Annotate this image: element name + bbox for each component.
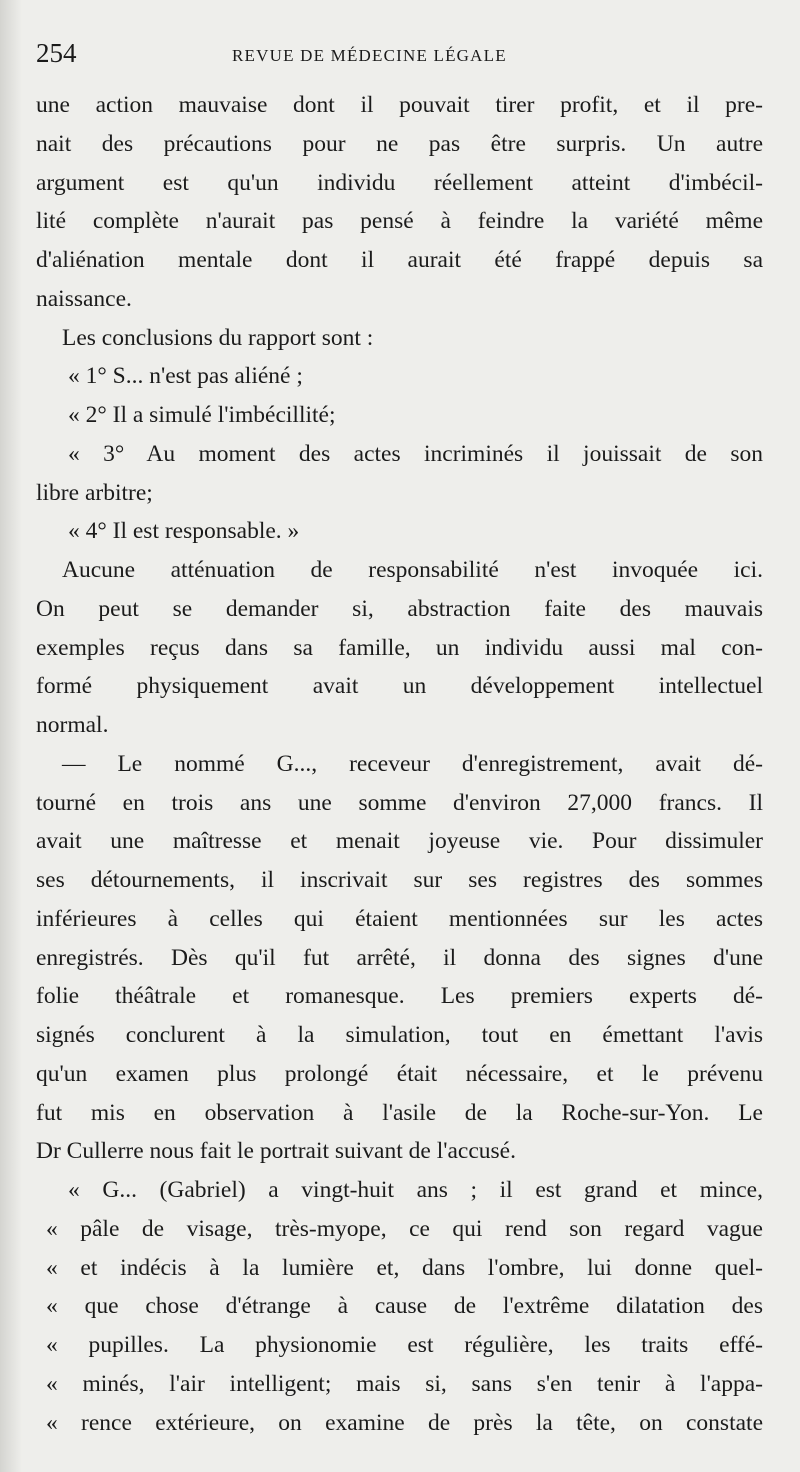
text-line: On peut se demander si, abstraction faite des mauvais: [36, 595, 763, 622]
text-line: libre arbitre;: [36, 479, 153, 506]
text-line: enregistrés. Dès qu'il fut arrêté, il donna des signes d'une: [36, 944, 763, 971]
text-line: d'aliénation mentale dont il aurait été frappé depuis sa: [36, 247, 763, 273]
text-line: « 4° Il est responsable. »: [68, 518, 300, 545]
text-line: qu'un examen plus prolongé était nécessaire, et le prévenu: [36, 1060, 763, 1087]
text-line: folie théâtrale et romanesque. Les premiers experts dé-: [36, 983, 763, 1010]
text-line: naissance.: [36, 285, 132, 312]
text-line: Les conclusions du rapport sont :: [62, 324, 374, 351]
text-line: « 2° Il a simulé l'imbécillité;: [68, 402, 336, 428]
text-line: argument est qu'un individu réellement atteint d'imbécil-: [36, 169, 763, 196]
text-line: « G... (Gabriel) a vingt-huit ans ; il est grand et mince,: [68, 1177, 763, 1203]
text-line: tourné en trois ans une somme d'environ 27,000 francs. Il: [36, 789, 763, 816]
text-line: « que chose d'étrange à cause de l'extrême dilatation des: [46, 1293, 763, 1320]
text-line: formé physiquement avait un développement intellectuel: [36, 673, 763, 700]
text-line: Dr Cullerre nous fait le portrait suivant de l'accusé.: [36, 1138, 516, 1165]
text-line: « rence extérieure, on examine de près la tête, on constate: [46, 1409, 763, 1436]
text-line: « 3° Au moment des actes incriminés il jouissait de son: [68, 440, 763, 467]
body-text: [36, 86, 763, 1442]
text-line: exemples reçus dans sa famille, un individu aussi mal con-: [36, 634, 763, 661]
text-line: lité complète n'aurait pas pensé à feindre la variété même: [36, 208, 763, 235]
text-line: « et indécis à la lumière et, dans l'ombre, lui donne quel-: [46, 1254, 763, 1281]
text-line: normal.: [36, 712, 109, 738]
text-line: « 1° S... n'est pas aliéné ;: [68, 363, 303, 390]
text-line: fut mis en observation à l'asile de la Roche-sur-Yon. Le: [36, 1099, 763, 1126]
text-line: inférieures à celles qui étaient mentionnées sur les actes: [36, 905, 763, 932]
text-line: — Le nommé G..., receveur d'enregistrement, avait dé-: [62, 750, 763, 777]
text-line: avait une maîtresse et menait joyeuse vie. Pour dissimuler: [36, 828, 763, 855]
text-line: « minés, l'air intelligent; mais si, sans s'en tenir à l'appa-: [46, 1370, 763, 1397]
text-line: nait des précautions pour ne pas être surpris. Un autre: [36, 130, 763, 157]
running-title: REVUE DE MÉDECINE LÉGALE: [232, 46, 507, 65]
text-line: ses détournements, il inscrivait sur ses registres des sommes: [36, 867, 763, 893]
page-number: 254: [36, 38, 77, 68]
text-line: Aucune atténuation de responsabilité n'est invoquée ici.: [62, 557, 763, 583]
text-line: signés conclurent à la simulation, tout en émettant l'avis: [36, 1022, 763, 1048]
text-line: « pupilles. La physionomie est régulière, les traits effé-: [46, 1332, 763, 1358]
page-header: [36, 38, 776, 78]
text-line: « pâle de visage, très-myope, ce qui rend son regard vague: [46, 1215, 763, 1242]
text-line: une action mauvaise dont il pouvait tirer profit, et il pre-: [36, 92, 763, 118]
